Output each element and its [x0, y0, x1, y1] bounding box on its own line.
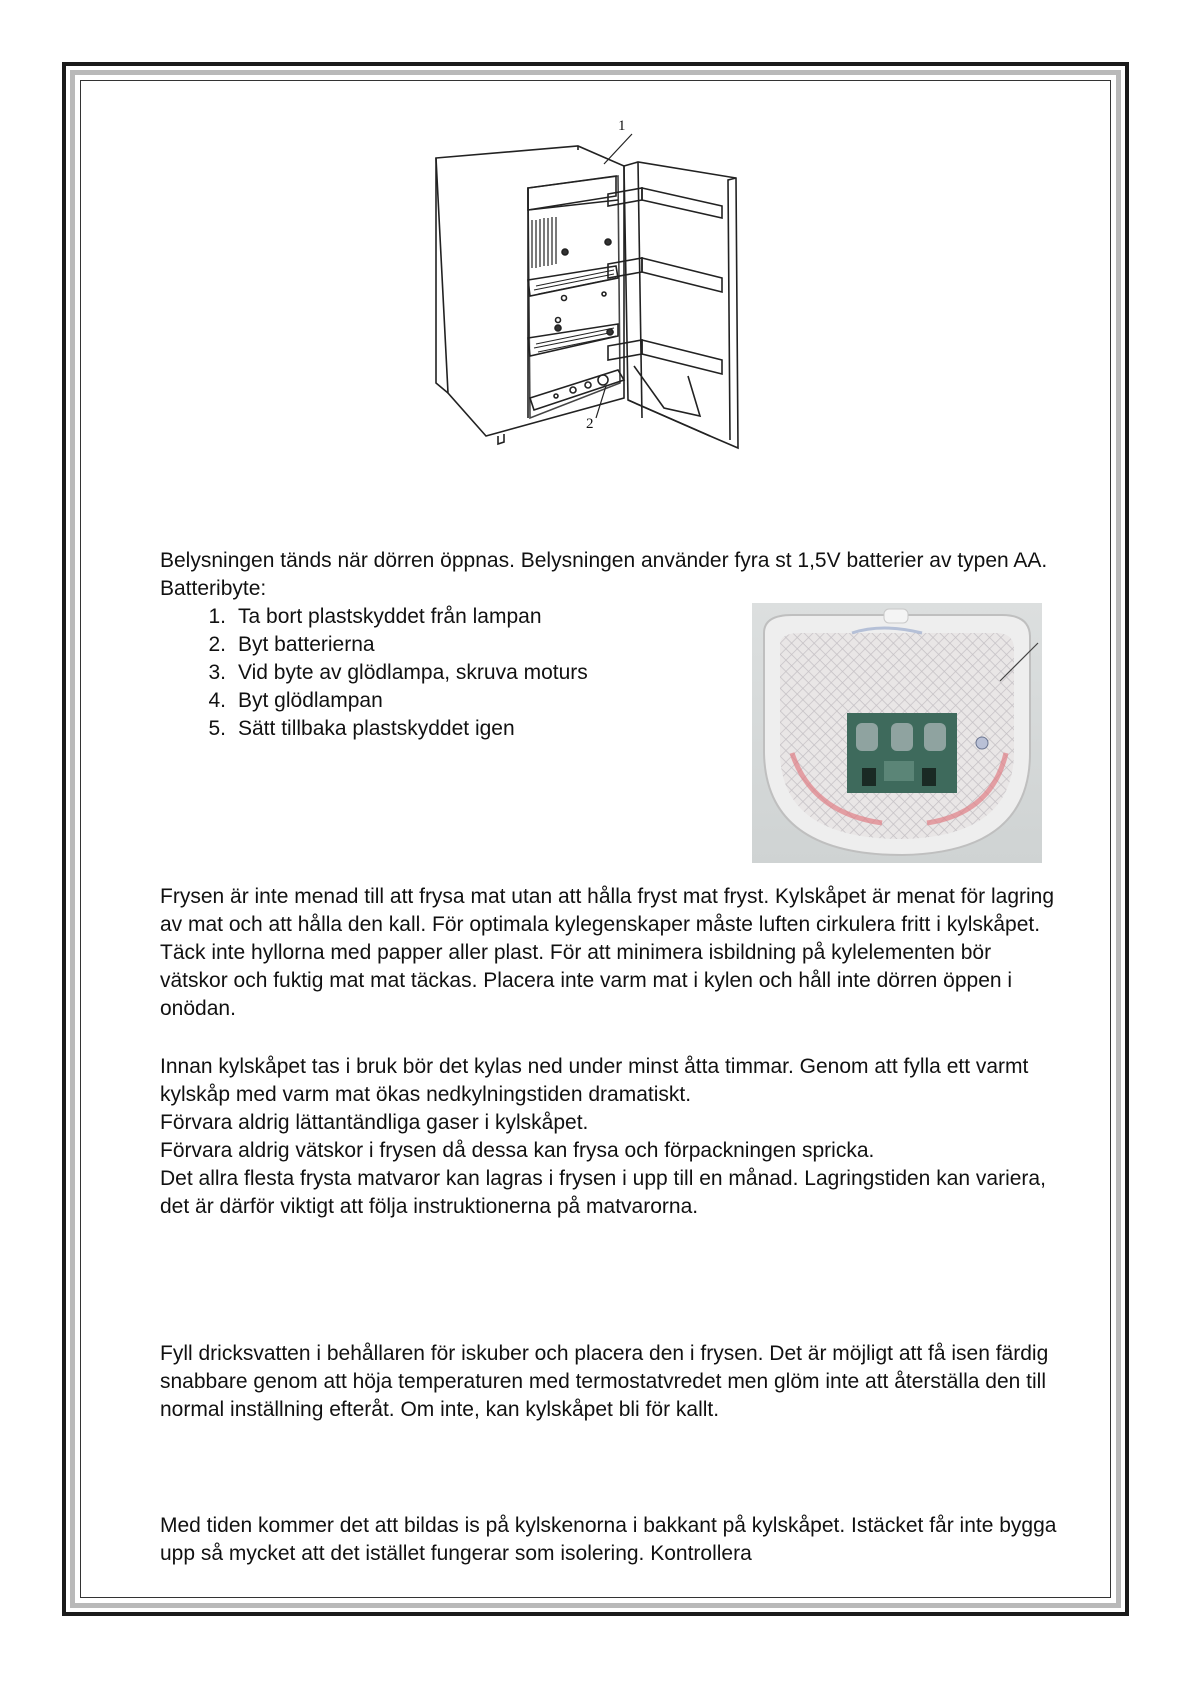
lamp-photo [752, 603, 1042, 863]
list-item: 5. Sätt tillbaka plastskyddet igen [208, 717, 515, 740]
list-item: 4. Byt glödlampan [208, 689, 383, 712]
usage-paragraph: Frysen är inte menad till att frysa mat utan att hålla fryst mat fryst. Kylskåpet är menat för lagring av mat och att hålla den kall. För optimala kylegenskaper måste luften cirkulera fritt i kylskåpet. Täck inte hyllorna med papper aller plast. För att minimera isbildning på kylelementen bör vätskor och fuktig mat mat täckas. Placera inte varm mat i kylen och håll inte dörren öppen i onödan. [160, 885, 1055, 1020]
startup-line-4: Det allra flesta frysta matvaror kan lagras i frysen i upp till en månad. Lagringstiden kan variera, det är därför viktigt att följa instruktionerna på matvarorna. [160, 1167, 1046, 1218]
startup-line-2: Förvara aldrig lättantändliga gaser i kylskåpet. [160, 1111, 589, 1134]
list-item: 2. Byt batterierna [208, 633, 375, 656]
battery-heading: Batteribyte: [160, 577, 267, 600]
defrost-section [160, 1512, 1060, 1568]
startup-line-1: Innan kylskåpet tas i bruk bör det kylas ned under minst åtta timmar. Genom att fylla ett varmt kylskåp med varm mat ökas nedkylningstiden dramatiskt. [160, 1055, 1029, 1106]
list-item: 3. Vid byte av glödlampa, skruva moturs [208, 661, 588, 684]
list-item: 1. Ta bort plastskyddet från lampan [208, 605, 542, 628]
callout-1: 1 [618, 118, 626, 134]
ice-paragraph: Fyll dricksvatten i behållaren för iskuber och placera den i frysen. Det är möjligt att få isen färdig snabbare genom att höja temperaturen med termostatvredet men glöm inte att återställa den till normal inställning efteråt. Om inte, kan kylskåpet bli för kallt. [160, 1342, 1049, 1421]
callout-2: 2 [586, 416, 594, 432]
startup-section [160, 1053, 1060, 1221]
fridge-diagram [428, 118, 800, 478]
ice-section [160, 1340, 1060, 1424]
lighting-intro: Belysningen tänds när dörren öppnas. Belysningen använder fyra st 1,5V batterier av typen AA. [160, 549, 1048, 572]
usage-section [160, 883, 1060, 1023]
defrost-paragraph: Med tiden kommer det att bildas is på kylskenorna i bakkant på kylskåpet. Istäcket får inte bygga upp så mycket att det istället fungerar som isolering. Kontrollera [160, 1514, 1057, 1565]
startup-line-3: Förvara aldrig vätskor i frysen då dessa kan frysa och förpackningen spricka. [160, 1139, 875, 1162]
